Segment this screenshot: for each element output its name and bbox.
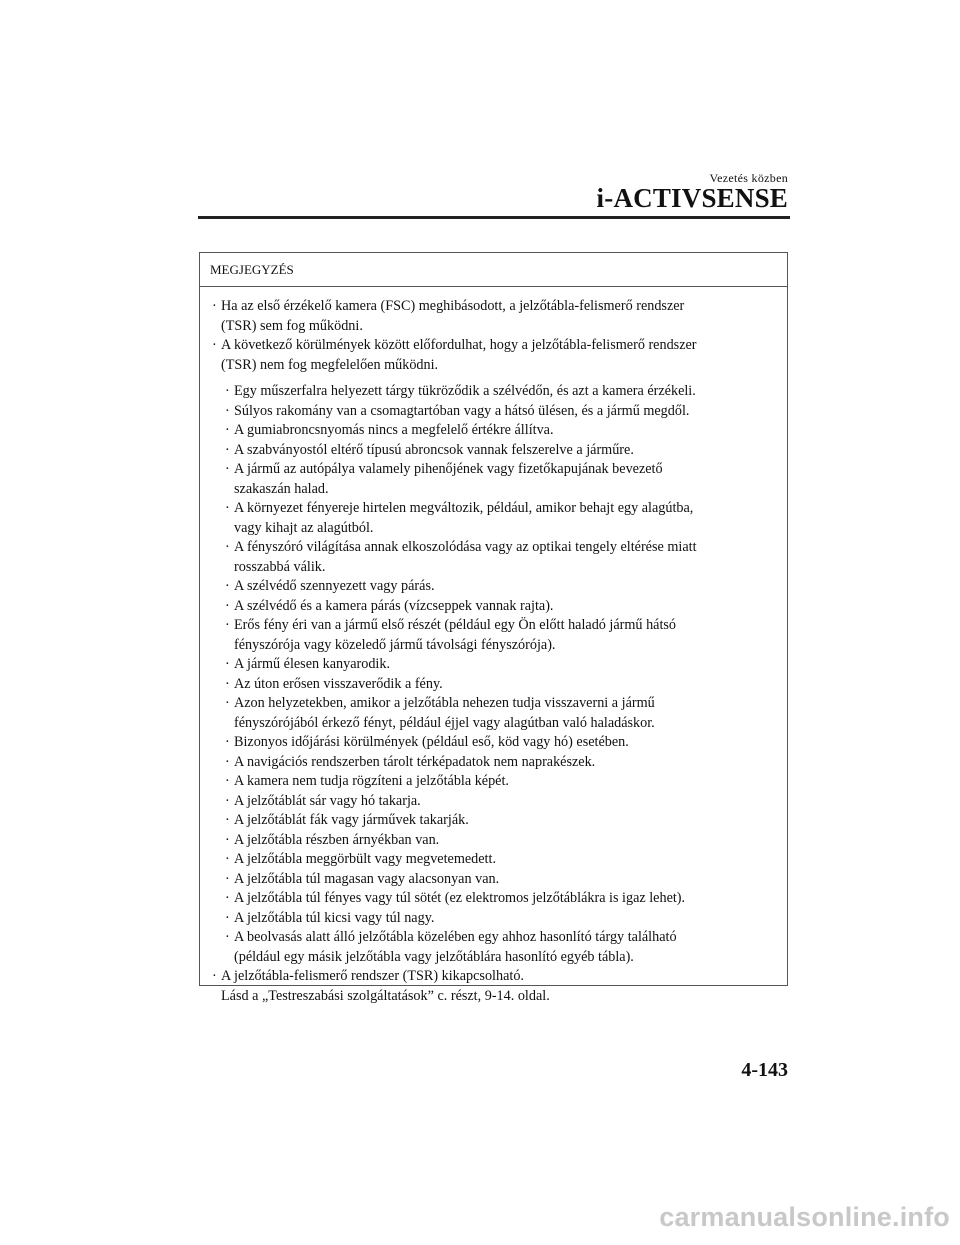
- bullet-dot: ·: [225, 792, 230, 809]
- condition-item: [200, 441, 787, 461]
- condition-item: [200, 597, 787, 617]
- condition-item: [200, 928, 787, 967]
- condition-text: A szélvédő és a kamera párás (vízcseppek vannak rajta).: [234, 597, 554, 614]
- condition-item: [200, 811, 787, 831]
- condition-text: A jármű élesen kanyarodik.: [234, 656, 391, 672]
- condition-text: A jelzőtáblát sár vagy hó takarja.: [234, 792, 421, 809]
- condition-text: (például egy másik jelzőtábla vagy jelzőtáblára hasonlító egyéb tábla).: [234, 948, 634, 965]
- condition-item: [200, 675, 787, 695]
- condition-text: Bizonyos időjárási körülmények (például eső, köd vagy hó) esetében.: [234, 734, 629, 750]
- condition-item: [200, 870, 787, 890]
- condition-text: Az úton erősen visszaverődik a fény.: [234, 675, 443, 692]
- condition-text: A szélvédő szennyezett vagy párás.: [234, 578, 435, 594]
- bullet-dot: ·: [212, 337, 217, 353]
- condition-item: [200, 733, 787, 753]
- condition-item: [200, 499, 787, 538]
- condition-item: [200, 909, 787, 929]
- chapter-title: i-ACTIVSENSE: [596, 183, 788, 213]
- note-item-text: (TSR) nem fog megfelelően működni.: [221, 356, 439, 373]
- condition-text: A navigációs rendszerben tárolt térképadatok nem naprakészek.: [234, 753, 596, 770]
- condition-list: [200, 382, 787, 967]
- bullet-dot: ·: [225, 851, 230, 867]
- condition-text: A környezet fényereje hirtelen megváltozik, például, amikor behajt egy alagútba,: [234, 500, 694, 516]
- bullet-dot: ·: [225, 929, 230, 945]
- condition-item: [200, 889, 787, 909]
- condition-text: Erős fény éri van a jármű első részét (például egy Ön előtt haladó jármű hátsó: [234, 617, 677, 633]
- condition-text: rosszabbá válik.: [234, 558, 326, 575]
- condition-text: A szabványostól eltérő típusú abroncsok vannak felszerelve a járműre.: [234, 441, 634, 458]
- condition-text: A fényszóró világítása annak elkoszolódása vagy az optikai tengely eltérése miatt: [234, 539, 697, 555]
- condition-item: [200, 402, 787, 422]
- bullet-dot: ·: [225, 402, 230, 419]
- condition-text: vagy kihajt az alagútból.: [234, 519, 374, 536]
- note-item-text: (TSR) sem fog működni.: [221, 317, 363, 334]
- section-label: Vezetés közben: [709, 171, 788, 185]
- condition-item: [200, 772, 787, 792]
- cross-reference: Lásd a „Testreszabási szolgáltatások” c. részt, 9-14. oldal.: [221, 987, 550, 1004]
- note-item: [200, 297, 787, 336]
- condition-text: A jelzőtábla túl fényes vagy túl sötét (ez elektromos jelzőtáblákra is igaz lehet).: [234, 890, 686, 906]
- condition-item: [200, 577, 787, 597]
- note-item-text: A következő körülmények között előfordulhat, hogy a jelzőtábla-felismerő rendszer: [221, 337, 697, 353]
- condition-text: A jelzőtábla meggörbült vagy megvetemedett.: [234, 851, 496, 867]
- condition-item: [200, 460, 787, 499]
- condition-text: Azon helyzetekben, amikor a jelzőtábla nehezen tudja visszaverni a jármű: [234, 695, 655, 711]
- note-box: [199, 252, 788, 1004]
- bullet-dot: ·: [225, 773, 230, 789]
- condition-item: [200, 616, 787, 655]
- bullet-dot: ·: [225, 753, 230, 770]
- bullet-dot: ·: [225, 500, 230, 516]
- note-item-text: Ha az első érzékelő kamera (FSC) meghibásodott, a jelzőtábla-felismerő rendszer: [221, 298, 685, 314]
- condition-item: [200, 382, 787, 402]
- bullet-dot: ·: [225, 578, 230, 594]
- bullet-dot: ·: [225, 383, 230, 399]
- bullet-dot: ·: [225, 539, 230, 555]
- note-item: [200, 336, 787, 375]
- condition-item: [200, 694, 787, 733]
- condition-item: [200, 538, 787, 577]
- condition-item: [200, 655, 787, 675]
- page-number: 4-143: [741, 1059, 788, 1081]
- condition-text: A jármű az autópálya valamely pihenőjének vagy fizetőkapujának bevezető: [234, 461, 663, 477]
- condition-text: A jelzőtábla részben árnyékban van.: [234, 831, 440, 848]
- bullet-dot: ·: [225, 441, 230, 458]
- note-item: [200, 967, 787, 1006]
- condition-item: [200, 792, 787, 812]
- condition-text: szakaszán halad.: [234, 480, 329, 497]
- bullet-dot: ·: [225, 734, 230, 750]
- bullet-dot: ·: [225, 909, 230, 926]
- condition-text: fényszórójából érkező fényt, például éjjel vagy alagútban való haladáskor.: [234, 714, 655, 731]
- bullet-dot: ·: [225, 597, 230, 614]
- condition-text: A jelzőtáblát fák vagy járművek takarják.: [234, 812, 469, 828]
- condition-item: [200, 831, 787, 851]
- condition-text: A jelzőtábla túl magasan vagy alacsonyan van.: [234, 870, 500, 887]
- condition-item: [200, 421, 787, 441]
- note-item-text: A jelzőtábla-felismerő rendszer (TSR) kikapcsolható.: [221, 968, 524, 984]
- bullet-dot: ·: [225, 890, 230, 906]
- condition-text: fényszórója vagy közeledő jármű távolsági fényszórója).: [234, 636, 556, 653]
- bullet-dot: ·: [225, 812, 230, 828]
- bullet-dot: ·: [212, 298, 217, 314]
- header-divider: [198, 216, 790, 219]
- bullet-dot: ·: [212, 968, 217, 984]
- condition-text: A beolvasás alatt álló jelzőtábla közelében egy ahhoz hasonlító tárgy található: [234, 929, 677, 945]
- condition-text: Egy műszerfalra helyezett tárgy tükröződik a szélvédőn, és azt a kamera érzékeli.: [234, 383, 696, 399]
- bullet-dot: ·: [225, 422, 230, 438]
- watermark: carmanualsonline.info: [659, 1202, 950, 1232]
- bullet-dot: ·: [225, 656, 230, 672]
- note-heading: MEGJEGYZÉS: [200, 253, 787, 287]
- bullet-dot: ·: [225, 870, 230, 887]
- bullet-dot: ·: [225, 831, 230, 848]
- bullet-dot: ·: [225, 617, 230, 633]
- condition-item: [200, 850, 787, 870]
- bullet-dot: ·: [225, 461, 230, 477]
- note-body: [200, 287, 787, 1006]
- condition-text: A kamera nem tudja rögzíteni a jelzőtábla képét.: [234, 773, 509, 789]
- condition-text: A gumiabroncsnyomás nincs a megfelelő értékre állítva.: [234, 422, 554, 438]
- condition-item: [200, 753, 787, 773]
- bullet-dot: ·: [225, 695, 230, 711]
- condition-text: Súlyos rakomány van a csomagtartóban vagy a hátsó ülésen, és a jármű megdől.: [234, 402, 690, 419]
- condition-text: A jelzőtábla túl kicsi vagy túl nagy.: [234, 909, 435, 926]
- bullet-dot: ·: [225, 675, 230, 692]
